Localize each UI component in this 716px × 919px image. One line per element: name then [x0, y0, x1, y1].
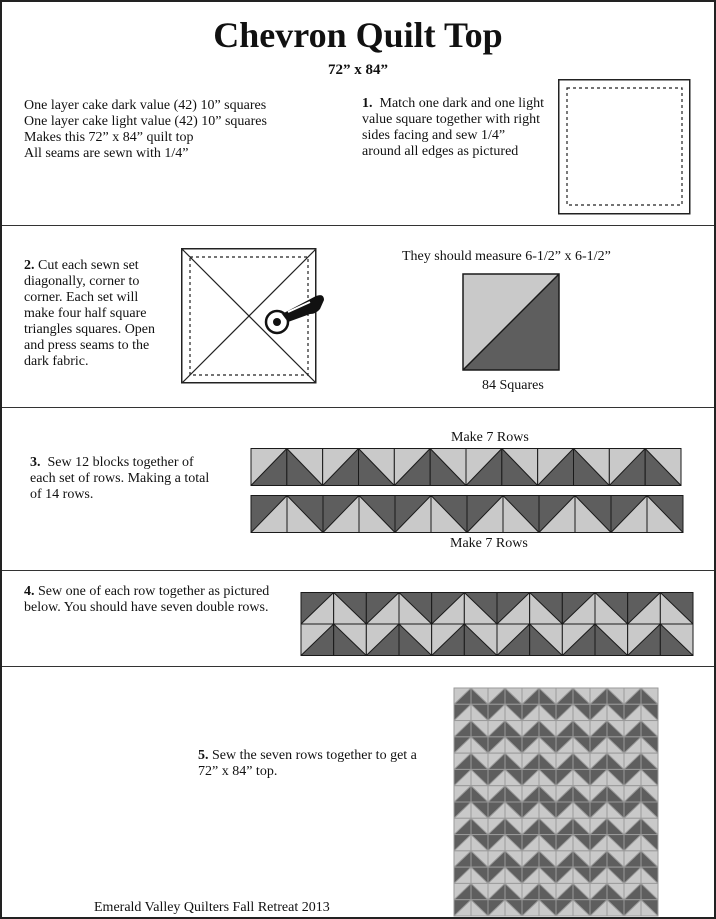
step-number: 5. [198, 748, 209, 763]
quilt-block [556, 802, 573, 818]
quilt-block [488, 867, 505, 883]
quilt-block [607, 737, 624, 753]
quilt-block [590, 753, 607, 769]
quilt-block [488, 769, 505, 785]
hst-block [432, 624, 465, 656]
quilt-block [641, 688, 658, 704]
row-b-label: Make 7 Rows [450, 536, 528, 551]
quilt-block [573, 688, 590, 704]
hst-block [503, 496, 539, 533]
quilt-block [607, 851, 624, 867]
hst-block [432, 593, 465, 625]
quilt-block [573, 769, 590, 785]
quilt-block [607, 688, 624, 704]
step-text: Sew one of each row together as pictured below. You should have seven double rows. [24, 584, 270, 615]
quilt-block [471, 818, 488, 834]
step-number: 4. [24, 584, 35, 599]
quilt-block [471, 721, 488, 737]
quilt-block [590, 818, 607, 834]
quilt-block [573, 721, 590, 737]
quilt-block [471, 867, 488, 883]
measure-note: They should measure 6-1/2” x 6-1/2” [402, 249, 611, 264]
quilt-block [590, 769, 607, 785]
quilt-block [471, 851, 488, 867]
quilt-block [573, 802, 590, 818]
step4-instruction [24, 584, 286, 616]
quilt-block [505, 835, 522, 851]
quilt-block [505, 851, 522, 867]
hst-block [399, 624, 432, 656]
hst-block [575, 496, 611, 533]
quilt-block [454, 867, 471, 883]
quilt-block [607, 867, 624, 883]
quilt-block [590, 867, 607, 883]
quilt-block [607, 704, 624, 720]
quilt-block [505, 883, 522, 899]
quilt-block [641, 737, 658, 753]
quilt-block [522, 786, 539, 802]
quilt-block [556, 737, 573, 753]
hst-block [366, 593, 399, 625]
quilt-block [641, 753, 658, 769]
row-b-strip [251, 495, 683, 533]
quilt-block [590, 883, 607, 899]
hst-block [595, 624, 628, 656]
quilt-block [641, 883, 658, 899]
hst-block [574, 449, 610, 486]
hst-block [609, 449, 645, 486]
hst-block [301, 624, 334, 656]
quilt-block [641, 704, 658, 720]
hst-block [323, 449, 359, 486]
quilt-block [505, 753, 522, 769]
hst-block [366, 624, 399, 656]
quilt-block [522, 753, 539, 769]
quilt-block [624, 737, 641, 753]
hst-block [530, 593, 563, 625]
quilt-block [471, 704, 488, 720]
quilt-block [573, 851, 590, 867]
quilt-block [556, 688, 573, 704]
quilt-block [556, 883, 573, 899]
hst-block [467, 496, 503, 533]
quilt-block [522, 818, 539, 834]
quilt-block [641, 721, 658, 737]
quilt-block [607, 786, 624, 802]
step-text: Sew the seven rows together to get a 72” x 84” top. [198, 748, 417, 779]
quilt-block [471, 753, 488, 769]
hst-block [647, 496, 683, 533]
quilt-block [607, 753, 624, 769]
quilt-block [505, 721, 522, 737]
quilt-block [641, 818, 658, 834]
material-line: One layer cake light value (42) 10” squares [24, 114, 267, 129]
step5-instruction [198, 748, 420, 780]
half-square-triangle [462, 273, 560, 371]
quilt-block [488, 802, 505, 818]
quilt-block [505, 802, 522, 818]
quilt-block [505, 818, 522, 834]
quilt-block [505, 737, 522, 753]
quilt-block [641, 851, 658, 867]
quilt-block [573, 883, 590, 899]
finished-quilt-diagram [454, 688, 658, 916]
quilt-block [624, 753, 641, 769]
quilt-block [488, 753, 505, 769]
quilt-block [624, 802, 641, 818]
quilt-block [641, 867, 658, 883]
quilt-block [522, 688, 539, 704]
quilt-block [556, 851, 573, 867]
quilt-block [624, 900, 641, 916]
quilt-block [556, 704, 573, 720]
quilt-block [556, 900, 573, 916]
hst-block [611, 496, 647, 533]
hst-block [334, 624, 367, 656]
quilt-block [641, 802, 658, 818]
quilt-block [539, 721, 556, 737]
quilt-block [556, 753, 573, 769]
quilt-block [522, 802, 539, 818]
quilt-block [522, 835, 539, 851]
section-divider [2, 225, 714, 226]
section-divider [2, 407, 714, 408]
quilt-block [590, 704, 607, 720]
hst-block [628, 624, 661, 656]
step2-instruction [24, 258, 162, 370]
hst-block [530, 624, 563, 656]
quilt-block [505, 900, 522, 916]
quilt-block [471, 786, 488, 802]
quilt-block [624, 818, 641, 834]
quilt-block [590, 835, 607, 851]
hst-block [251, 496, 287, 533]
quilt-block [556, 818, 573, 834]
hst-block [502, 449, 538, 486]
section-divider [2, 570, 714, 571]
quilt-block [607, 835, 624, 851]
quilt-block [539, 737, 556, 753]
quilt-block [488, 835, 505, 851]
hst-block [287, 449, 323, 486]
quilt-block [624, 786, 641, 802]
hst-block [497, 624, 530, 656]
quilt-block [488, 737, 505, 753]
hst-block [395, 496, 431, 533]
quilt-block [539, 753, 556, 769]
hst-block [645, 449, 681, 486]
quilt-block [488, 786, 505, 802]
quilt-block [471, 688, 488, 704]
quilt-block [590, 737, 607, 753]
quilt-block [573, 704, 590, 720]
hst-block [464, 624, 497, 656]
quilt-block [488, 851, 505, 867]
step-text: Sew 12 blocks together of each set of rows. Making a total of 14 rows. [30, 455, 210, 502]
hst-block [538, 449, 574, 486]
quilt-block [454, 818, 471, 834]
step-text: Match one dark and one light value square together with right sides facing and sew 1/4” around all edges as pictured [362, 96, 544, 159]
step-number: 1. [362, 96, 373, 111]
quilt-block [505, 867, 522, 883]
quilt-block [590, 851, 607, 867]
quilt-block [556, 786, 573, 802]
quilt-block [522, 704, 539, 720]
quilt-block [522, 900, 539, 916]
quilt-block [539, 867, 556, 883]
row-a-strip [251, 448, 681, 486]
quilt-block [573, 786, 590, 802]
quilt-block [454, 753, 471, 769]
quilt-block [471, 737, 488, 753]
quilt-block [624, 769, 641, 785]
hst-block [394, 449, 430, 486]
quilt-block [573, 900, 590, 916]
quilt-block [505, 688, 522, 704]
quilt-block [590, 721, 607, 737]
material-line: One layer cake dark value (42) 10” squares [24, 98, 267, 113]
quilt-block [454, 851, 471, 867]
quilt-block [539, 851, 556, 867]
quilt-block [607, 769, 624, 785]
hst-block [287, 496, 323, 533]
quilt-block [607, 883, 624, 899]
step-number: 3. [30, 455, 41, 470]
quilt-block [590, 802, 607, 818]
quilt-block [590, 688, 607, 704]
rotary-cutter-icon [264, 292, 334, 340]
quilt-block [624, 721, 641, 737]
hst-block [430, 449, 466, 486]
quilt-block [573, 835, 590, 851]
hst-block [359, 449, 395, 486]
quilt-block [539, 900, 556, 916]
step3-instruction [30, 455, 210, 503]
section-divider [2, 666, 714, 667]
quilt-block [454, 786, 471, 802]
quilt-block [624, 835, 641, 851]
quilt-block [488, 818, 505, 834]
quilt-block [471, 900, 488, 916]
hst-block [334, 593, 367, 625]
quilt-block [454, 737, 471, 753]
quilt-block [522, 883, 539, 899]
quilt-block [539, 769, 556, 785]
quilt-block [607, 721, 624, 737]
quilt-block [624, 688, 641, 704]
quilt-block [454, 704, 471, 720]
quilt-block [556, 835, 573, 851]
quilt-block [522, 769, 539, 785]
quilt-block [607, 802, 624, 818]
quilt-block [505, 786, 522, 802]
material-line: Makes this 72” x 84” quilt top [24, 130, 194, 145]
quilt-block [624, 704, 641, 720]
quilt-block [539, 883, 556, 899]
hst-block [539, 496, 575, 533]
quilt-block [488, 704, 505, 720]
footer-credit: Emerald Valley Quilters Fall Retreat 2013 [94, 900, 330, 915]
quilt-block [522, 851, 539, 867]
quilt-block [488, 721, 505, 737]
quilt-block [607, 818, 624, 834]
quilt-block [522, 867, 539, 883]
quilt-block [471, 835, 488, 851]
quilt-block [590, 786, 607, 802]
quilt-block [539, 835, 556, 851]
step-number: 2. [24, 258, 35, 273]
quilt-block [471, 802, 488, 818]
quilt-block [641, 786, 658, 802]
square-count: 84 Squares [482, 378, 544, 393]
quilt-block [573, 867, 590, 883]
hst-block [562, 593, 595, 625]
quilt-block [505, 769, 522, 785]
sewn-square-diagram [558, 79, 692, 215]
quilt-dimensions: 72” x 84” [328, 62, 388, 78]
hst-block [497, 593, 530, 625]
quilt-block [539, 786, 556, 802]
quilt-block [471, 769, 488, 785]
quilt-block [454, 688, 471, 704]
quilt-block [454, 835, 471, 851]
quilt-block [454, 900, 471, 916]
hst-block [323, 496, 359, 533]
step-text: Cut each sewn set diagonally, corner to corner. Each set will make four half square triangles squares. Open and press seams to the dark fabric. [24, 258, 156, 369]
quilt-block [522, 721, 539, 737]
double-row-diagram [301, 592, 693, 656]
quilt-block [539, 704, 556, 720]
hst-block [628, 593, 661, 625]
quilt-block [522, 737, 539, 753]
hst-block [431, 496, 467, 533]
hst-block [251, 449, 287, 486]
quilt-block [573, 737, 590, 753]
quilt-block [454, 769, 471, 785]
quilt-block [454, 721, 471, 737]
step1-instruction [362, 96, 547, 160]
materials-list [24, 98, 267, 162]
quilt-block [488, 900, 505, 916]
page-title: Chevron Quilt Top [213, 15, 503, 55]
quilt-block [641, 835, 658, 851]
quilt-block [624, 851, 641, 867]
quilt-block [641, 769, 658, 785]
quilt-block [607, 900, 624, 916]
quilt-block [505, 704, 522, 720]
quilt-block [573, 753, 590, 769]
quilt-block [556, 721, 573, 737]
hst-block [464, 593, 497, 625]
quilt-block [488, 688, 505, 704]
quilt-block [539, 802, 556, 818]
quilt-block [539, 688, 556, 704]
quilt-block [573, 818, 590, 834]
quilt-block [488, 883, 505, 899]
quilt-block [556, 769, 573, 785]
row-a-label: Make 7 Rows [451, 430, 529, 445]
hst-block [562, 624, 595, 656]
hst-block [301, 593, 334, 625]
material-line: All seams are sewn with 1/4” [24, 146, 189, 161]
quilt-block [471, 883, 488, 899]
quilt-block [590, 900, 607, 916]
hst-block [595, 593, 628, 625]
quilt-block [454, 802, 471, 818]
quilt-block [641, 900, 658, 916]
quilt-block [556, 867, 573, 883]
quilt-block [624, 867, 641, 883]
quilt-block [624, 883, 641, 899]
hst-block [359, 496, 395, 533]
hst-block [660, 593, 693, 625]
hst-block [399, 593, 432, 625]
quilt-block [539, 818, 556, 834]
hst-block [660, 624, 693, 656]
quilt-block [454, 883, 471, 899]
hst-block [466, 449, 502, 486]
